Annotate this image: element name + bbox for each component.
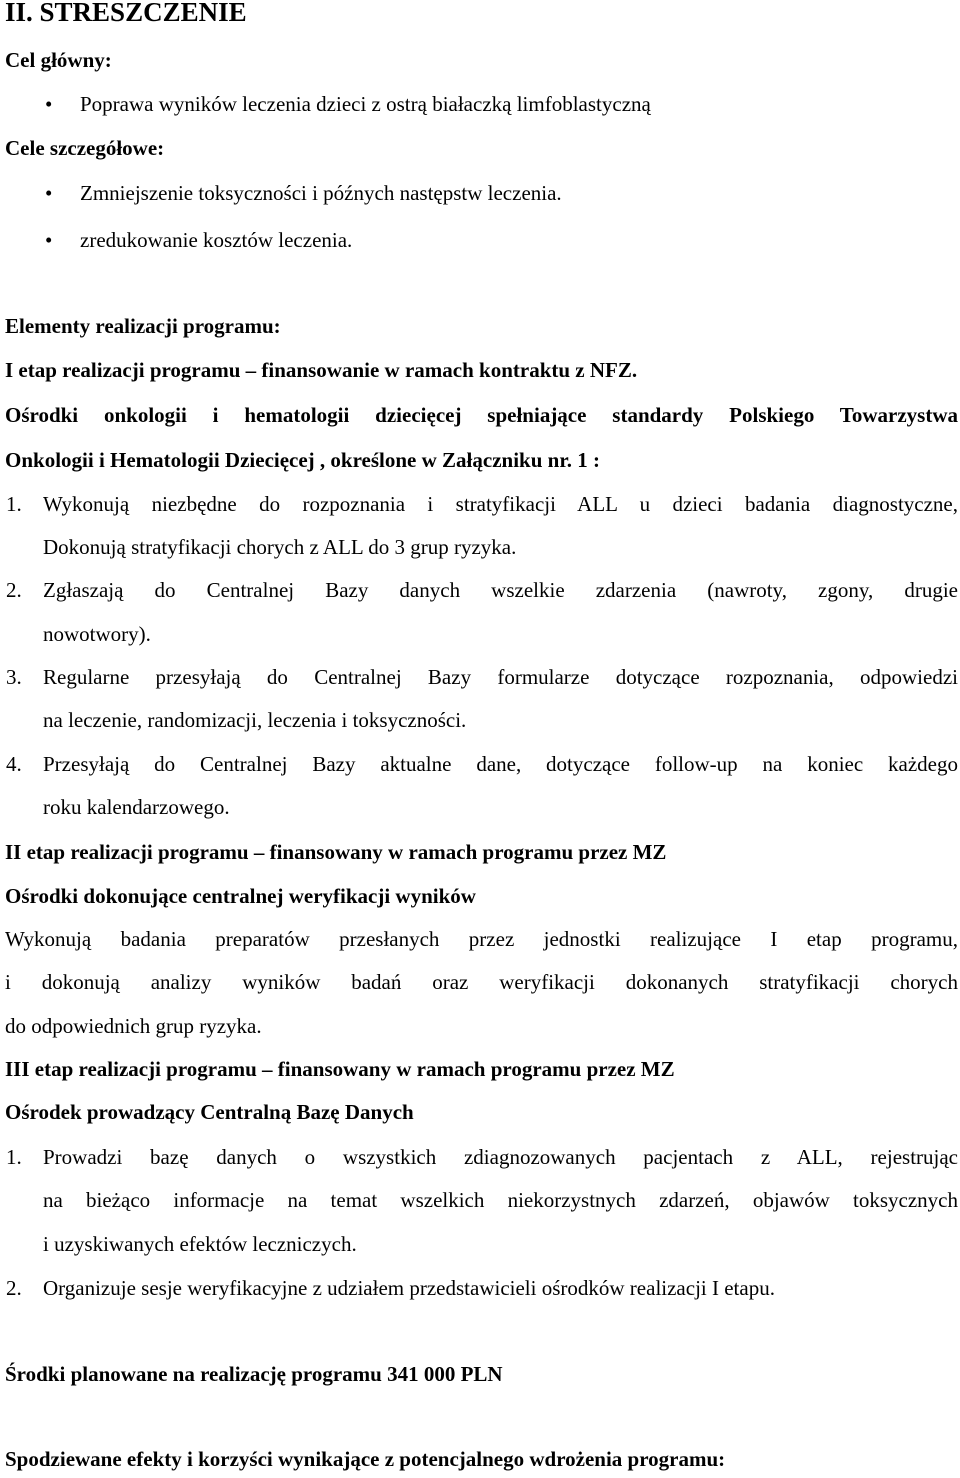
elements-heading: Elementy realizacji programu: [5,314,281,338]
main-goal-item: Poprawa wyników leczenia dzieci z ostrą białaczką limfoblastyczną [80,92,651,116]
list-number: 1. [6,1145,22,1169]
bullet-icon: • [45,181,53,205]
funds-line: Środki planowane na realizację programu 341 000 PLN [5,1362,503,1386]
list-item: Zgłaszają do Centralnej Bazy danych wszelkie zdarzenia (nawroty, zgony, drugie [43,578,958,602]
specific-goals-heading: Cele szczegółowe: [5,136,165,160]
list-number: 3. [6,665,22,689]
stage3-heading: III etap realizacji programu – finansowany w ramach programu przez MZ [5,1057,675,1081]
list-number: 4. [6,752,22,776]
list-item: Prowadzi bazę danych o wszystkich zdiagnozowanych pacjentach z ALL, rejestrując [43,1145,958,1169]
main-goal-heading: Cel główny: [5,48,112,72]
list-item-continuation: i uzyskiwanych efektów leczniczych. [43,1232,357,1256]
list-item-continuation: nowotwory). [43,622,151,646]
list-number: 2. [6,1276,22,1300]
list-item: Organizuje sesje weryfikacyjne z udziałem przedstawicieli ośrodków realizacji I etapu. [43,1276,775,1300]
stage1-intro: Onkologii i Hematologii Dziecięcej , określone w Załączniku nr. 1 : [5,448,600,472]
list-item-continuation: roku kalendarzowego. [43,795,230,819]
specific-goal-item: Zmniejszenie toksyczności i późnych następstw leczenia. [80,181,562,205]
document-title: II. STRESZCZENIE [5,0,247,27]
list-item-continuation: na leczenie, randomizacji, leczenia i toksyczności. [43,708,467,732]
list-item-continuation: Dokonują stratyfikacji chorych z ALL do 3 grup ryzyka. [43,535,517,559]
stage1-heading: I etap realizacji programu – finansowanie w ramach kontraktu z NFZ. [5,358,638,382]
stage2-heading: II etap realizacji programu – finansowany w ramach programu przez MZ [5,840,667,864]
list-item: Przesyłają do Centralnej Bazy aktualne dane, dotyczące follow-up na koniec każdego [43,752,958,776]
stage2-text: i dokonują analizy wyników badań oraz weryfikacji dokonanych stratyfikacji chorych [5,970,958,994]
list-number: 2. [6,578,22,602]
stage2-text: Wykonują badania preparatów przesłanych przez jednostki realizujące I etap programu, [5,927,958,951]
list-number: 1. [6,492,22,516]
list-item-continuation: na bieżąco informacje na temat wszelkich niekorzystnych zdarzeń, objawów toksycznych [43,1188,958,1212]
bullet-icon: • [45,228,53,252]
bullet-icon: • [45,92,53,116]
list-item: Wykonują niezbędne do rozpoznania i stratyfikacji ALL u dzieci badania diagnostyczne, [43,492,958,516]
effects-heading: Spodziewane efekty i korzyści wynikające z potencjalnego wdrożenia programu: [5,1447,726,1471]
stage1-intro: Ośrodki onkologii i hematologii dziecięcej spełniające standardy Polskiego Towarzystwa [5,403,958,427]
stage2-subheading: Ośrodki dokonujące centralnej weryfikacji wyników [5,884,476,908]
stage3-subheading: Ośrodek prowadzący Centralną Bazę Danych [5,1100,414,1124]
specific-goal-item: zredukowanie kosztów leczenia. [80,228,353,252]
stage2-text: do odpowiednich grup ryzyka. [5,1014,262,1038]
list-item: Regularne przesyłają do Centralnej Bazy formularze dotyczące rozpoznania, odpowiedzi [43,665,958,689]
